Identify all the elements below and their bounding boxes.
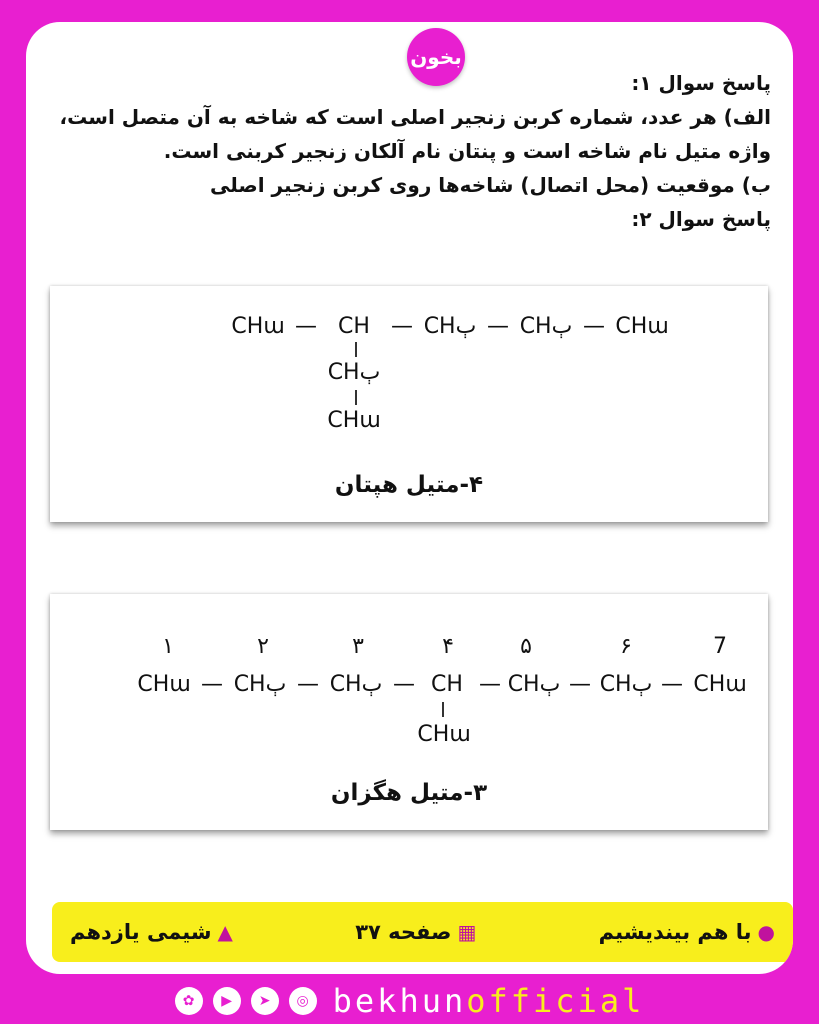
carbon-number: 7 (713, 634, 727, 659)
bond-dash: — (295, 314, 317, 339)
chain-group: CHٻ (329, 672, 383, 697)
bond-dash: — (569, 672, 591, 697)
chain-group: CHٻ (599, 672, 653, 697)
vertical-bond (355, 390, 357, 405)
youtube-icon[interactable]: ▶ (213, 987, 241, 1015)
branch-group: CHٻ (327, 360, 381, 385)
instagram-icon[interactable]: ◎ (289, 987, 317, 1015)
compound-name-1: ۴-متیل هپتان (334, 472, 484, 498)
teacher-icon: ● (757, 920, 775, 944)
answer1-line: الف) هر عدد، شماره کربن زنجیر اصلی است که شاخه به آن متصل است، (59, 105, 771, 129)
footer-label: شیمی یازدهم (70, 920, 212, 944)
handle-part1: bekhun (332, 982, 467, 1020)
answers-text-block (31, 66, 771, 236)
film-reel-icon[interactable]: ✿ (175, 987, 203, 1015)
answer1-line: واژه متیل نام شاخه است و پنتان نام آلکان زنجیر کربنی است. (163, 139, 771, 163)
compound-name-2: ۳-متیل هگزان (330, 780, 488, 806)
bond-dash: — (583, 314, 605, 339)
chain-group: CHٻ (233, 672, 287, 697)
bond-dash: — (479, 672, 501, 697)
footer-label: صفحه ۳۷ (355, 920, 452, 944)
carbon-number: ۳ (352, 634, 364, 659)
footer-item-subject (70, 920, 233, 944)
footer-label: با هم بیندیشیم (598, 920, 752, 944)
vertical-bond (442, 702, 444, 717)
carbon-number: ۵ (520, 634, 532, 659)
telegram-icon[interactable]: ➤ (251, 987, 279, 1015)
footer-item-page (355, 920, 476, 944)
branch-group: CHɯ (417, 722, 471, 747)
bond-dash: — (393, 672, 415, 697)
chain-group: CHٻ (423, 314, 477, 339)
vertical-bond (355, 342, 357, 357)
chain-group: CH (338, 314, 370, 339)
carbon-number: ۶ (620, 634, 632, 659)
bond-dash: — (487, 314, 509, 339)
bond-dash: — (391, 314, 413, 339)
structure-panel-1 (50, 286, 768, 522)
social-bar (0, 978, 819, 1024)
structure-panel-2 (50, 594, 768, 830)
chain-group: CHɯ (615, 314, 669, 339)
branch-group: CHɯ (327, 408, 381, 433)
book-icon: ▦ (457, 920, 477, 944)
bond-dash: — (201, 672, 223, 697)
answer1-line: ب) موقعیت (محل اتصال) شاخه‌ها روی کربن زنجیر اصلی (209, 173, 771, 197)
footer-bar (52, 902, 793, 962)
answer2-title: پاسخ سوال ۲: (631, 207, 771, 231)
carbon-number: ۴ (442, 634, 454, 659)
chain-group: CHɯ (693, 672, 747, 697)
carbon-number: ۱ (162, 634, 174, 659)
bond-dash: — (661, 672, 683, 697)
footer-item-think-together (599, 920, 775, 944)
chain-group: CHɯ (137, 672, 191, 697)
logo-text: بخون (410, 45, 462, 69)
answer1-title: پاسخ سوال ۱: (631, 71, 771, 95)
social-handle[interactable] (333, 982, 645, 1020)
carbon-number: ۲ (257, 634, 269, 659)
content-card (26, 22, 793, 974)
chain-group: CHɯ (231, 314, 285, 339)
chain-group: CH (431, 672, 463, 697)
bond-dash: — (297, 672, 319, 697)
handle-part2: official (466, 982, 645, 1020)
graduation-cap-icon: ▲ (217, 920, 233, 944)
chain-group: CHٻ (507, 672, 561, 697)
chain-group: CHٻ (519, 314, 573, 339)
